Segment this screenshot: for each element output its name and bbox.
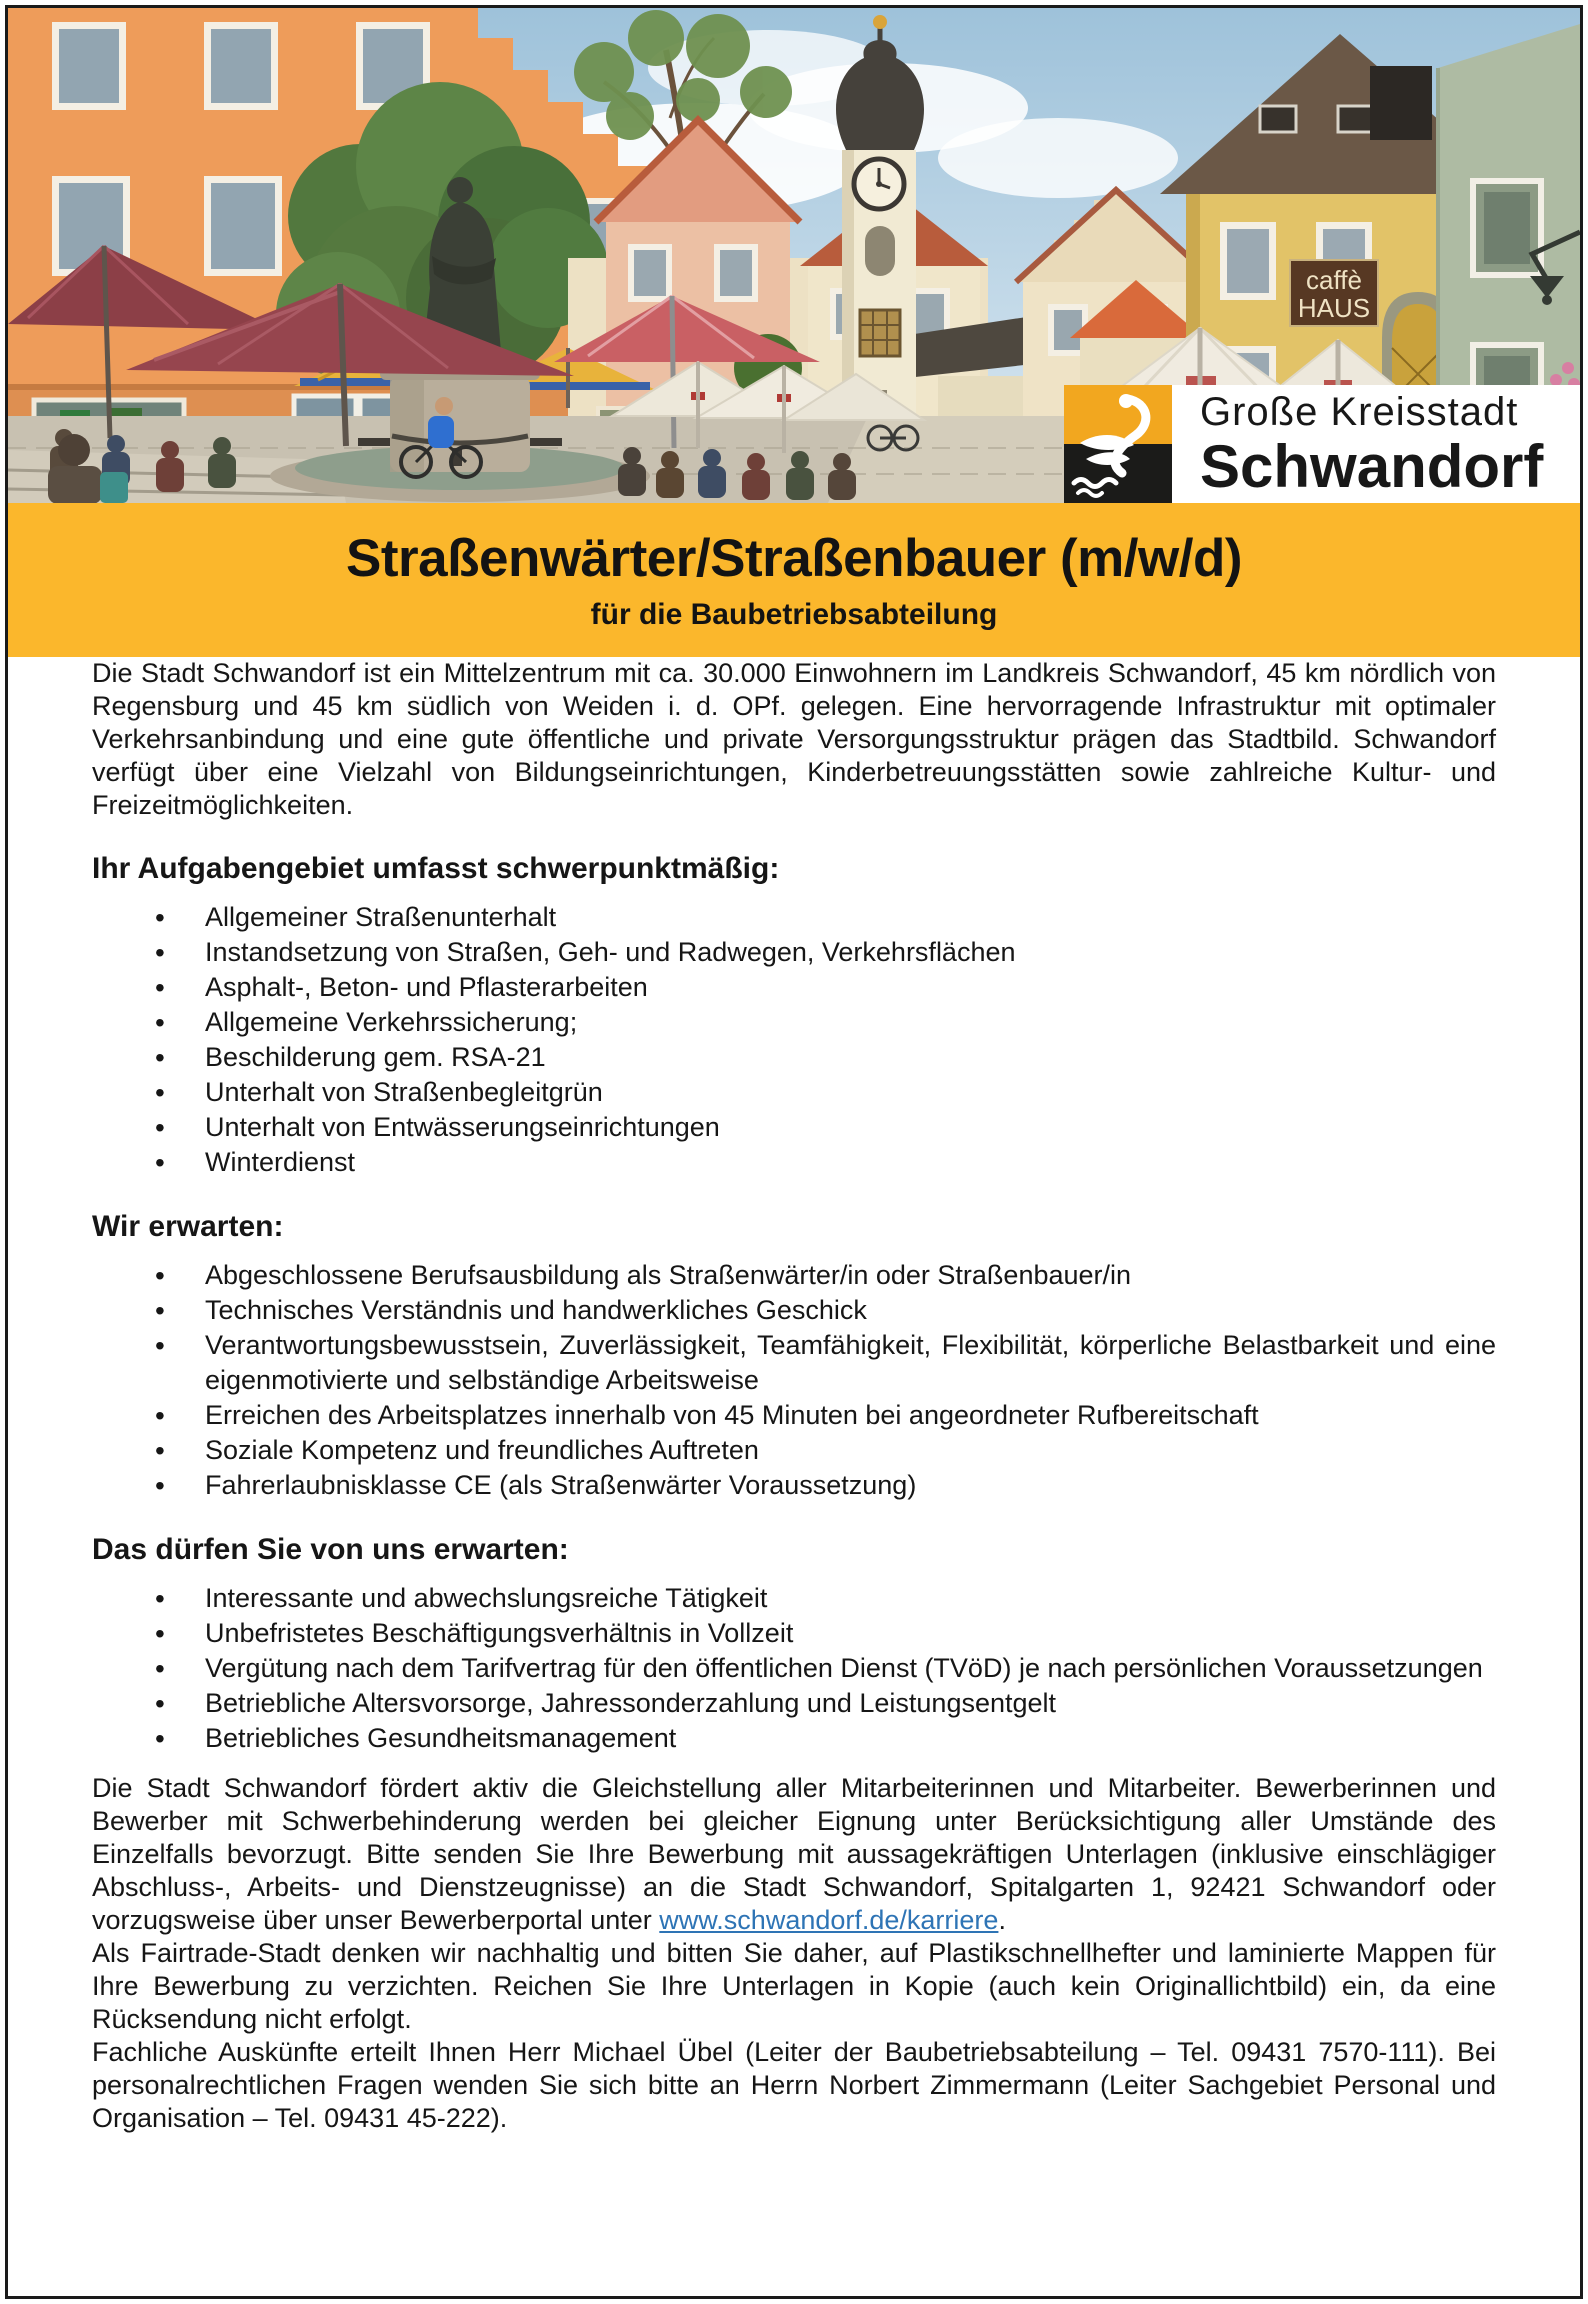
cafe-sign-line1: caffè (1306, 265, 1362, 295)
logo-line1: Große Kreisstadt (1200, 389, 1519, 434)
bullet-item: • Allgemeiner Straßenunterhalt (205, 900, 1496, 935)
task-list (92, 900, 1496, 1180)
fairtrade-paragraph: Als Fairtrade-Stadt denken wir nachhaltig und bitten Sie daher, auf Plastikschnellhefter und laminierte Mappen für Ihre Bewerbung zu verzichten. Reichen Sie Ihre Unterlagen in Kopie (auch kein Originallichtbild) ein, da eine Rücksendung nicht erfolgt. (92, 1938, 1496, 2034)
contact-paragraph: Fachliche Auskünfte erteilt Ihnen Herr Michael Übel (Leiter der Baubetriebsabteilung – Tel. 09431 7570-111). Bei personalrechtlichen Fragen wenden Sie sich bitte an Herrn Norbert Zimmermann (Leiter Sachgebiet Personal und Organisation – Tel. 09431 45-222). (92, 2037, 1496, 2133)
application-text-end: . (998, 1905, 1006, 1935)
bullet-item: • Abgeschlossene Berufsausbildung als Straßenwärter/in oder Straßenbauer/in (205, 1258, 1496, 1293)
bullet-item: • Interessante und abwechslungsreiche Tätigkeit (205, 1581, 1496, 1616)
bullet-item: • Fahrerlaubnisklasse CE (als Straßenwärter Voraussetzung) (205, 1468, 1496, 1503)
bullet-item: • Betriebliche Altersvorsorge, Jahressonderzahlung und Leistungsentgelt (205, 1686, 1496, 1721)
bullet-item: • Technisches Verständnis und handwerkliches Geschick (205, 1293, 1496, 1328)
bullet-item: • Unterhalt von Straßenbegleitgrün (205, 1075, 1496, 1110)
career-portal-link[interactable]: www.schwandorf.de/karriere (659, 1905, 999, 1935)
header-photo (8, 8, 1580, 503)
city-logo-text (1172, 385, 1543, 503)
bullet-item: • Verantwortungsbewusstsein, Zuverlässigkeit, Teamfähigkeit, Flexibilität, körperliche Belastbarkeit und eine eigenmotivierte und selbständige Arbeitsweise (205, 1328, 1496, 1398)
bullet-item: • Soziale Kompetenz und freundliches Auftreten (205, 1433, 1496, 1468)
bullet-item: • Unterhalt von Entwässerungseinrichtungen (205, 1110, 1496, 1145)
section-heading-expectations: Wir erwarten: (92, 1210, 284, 1243)
bullet-item: • Betriebliches Gesundheitsmanagement (205, 1721, 1496, 1756)
benefit-list (92, 1581, 1496, 1756)
expectation-list (92, 1258, 1496, 1503)
cafe-haus-sign (1290, 260, 1378, 326)
application-text: Die Stadt Schwandorf fördert aktiv die Gleichstellung aller Mitarbeiterinnen und Mitarbeiter. Bewerberinnen und Bewerber mit Schwerbehinderung werden bei gleicher Eignung unter Berücksichtigung aller Umstände des Einzelfalls bevorzugt. Bitte senden Sie Ihre Bewerbung mit aussagekräftigen Unterlagen (inklusive einschlägiger Abschluss-, Arbeits- und Dienstzeugnisse) an die Stadt Schwandorf, Spitalgarten 1, 92421 Schwandorf oder vorzugsweise über unser Bewerberportal unter (92, 1773, 1496, 1935)
city-logo (1064, 385, 1580, 503)
bullet-item: • Allgemeine Verkehrssicherung; (205, 1005, 1496, 1040)
bullet-item: • Asphalt-, Beton- und Pflasterarbeiten (205, 970, 1496, 1005)
dome-finial (873, 15, 887, 29)
section-heading-tasks: Ihr Aufgabengebiet umfasst schwerpunktmäßig: (92, 852, 780, 885)
application-paragraph (92, 1772, 1496, 1937)
bullet-item: • Erreichen des Arbeitsplatzes innerhalb von 45 Minuten bei angeordneter Rufbereitschaft (205, 1398, 1496, 1433)
swan-logo-icon (1064, 385, 1172, 503)
job-title: Straßenwärter/Straßenbauer (m/w/d) (346, 529, 1242, 588)
bullet-item: • Vergütung nach dem Tarifvertrag für den öffentlichen Dienst (TVöD) je nach persönlichen Voraussetzungen (205, 1651, 1496, 1686)
tower-clock (854, 159, 904, 209)
intro-paragraph: Die Stadt Schwandorf ist ein Mittelzentrum mit ca. 30.000 Einwohnern im Landkreis Schwandorf, 45 km nördlich von Regensburg und 45 km südlich von Weiden i. d. OPf. gelegen. Eine hervorragende Infrastruktur mit optimaler Verkehrsanbindung und eine gute öffentliche und private Versorgungsstruktur prägen das Stadtbild. Schwandorf verfügt über eine Vielzahl von Bildungseinrichtungen, Kinderbetreuungsstätten sowie zahlreiche Kultur- und Freizeitmöglichkeiten. (92, 658, 1496, 820)
job-title-banner (8, 503, 1580, 657)
bullet-item: • Beschilderung gem. RSA-21 (205, 1040, 1496, 1075)
job-subtitle: für die Baubetriebsabteilung (590, 598, 998, 631)
bullet-item: • Instandsetzung von Straßen, Geh- und Radwegen, Verkehrsflächen (205, 935, 1496, 970)
job-ad-body (8, 657, 1580, 2296)
bullet-item: • Unbefristetes Beschäftigungsverhältnis in Vollzeit (205, 1616, 1496, 1651)
cafe-sign-line2: HAUS (1297, 293, 1371, 323)
section-heading-benefits: Das dürfen Sie von uns erwarten: (92, 1533, 569, 1566)
logo-line2: Schwandorf (1200, 432, 1544, 500)
bullet-item: • Winterdienst (205, 1145, 1496, 1180)
